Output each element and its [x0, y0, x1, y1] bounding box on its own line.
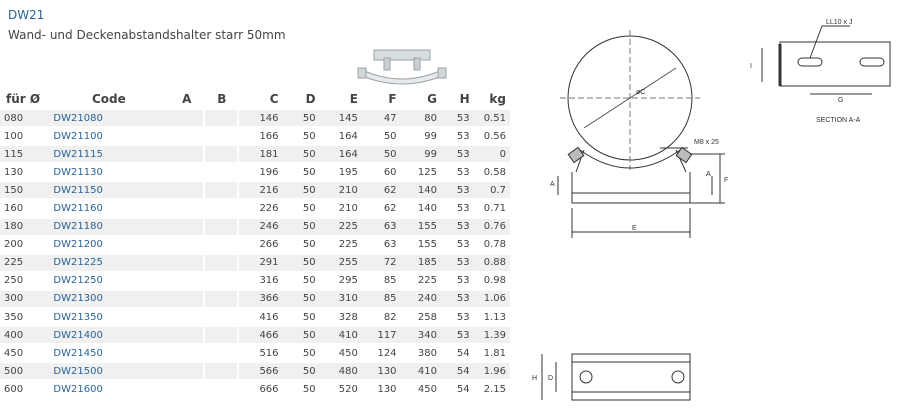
product-image [356, 48, 448, 88]
cell-code-link[interactable]: DW21450 [49, 345, 168, 361]
cell-value: 140 [401, 200, 441, 216]
cell-empty [168, 345, 205, 361]
bolt-left [568, 147, 584, 162]
cell-value: 1.81 [474, 345, 510, 361]
cell-size: 600 [0, 381, 49, 397]
cell-value: 47 [362, 110, 401, 126]
cell-value: 240 [401, 291, 441, 307]
cell-size: 400 [0, 327, 49, 343]
cell-value: 0.58 [474, 164, 510, 180]
cell-value: 50 [283, 200, 320, 216]
cell-value: 0.56 [474, 128, 510, 144]
label-dim-g: G [838, 97, 844, 104]
cell-value: 0.98 [474, 273, 510, 289]
cell-empty [205, 273, 238, 289]
cell-value: 54 [441, 345, 474, 361]
cell-value: 50 [362, 146, 401, 162]
cell-value: 1.96 [474, 363, 510, 379]
cell-value: 328 [320, 309, 362, 325]
cell-value: 50 [283, 309, 320, 325]
cell-value: 50 [283, 128, 320, 144]
cell-value: 0.76 [474, 219, 510, 235]
product-code: DW21 [8, 8, 45, 22]
cell-value: 291 [239, 255, 283, 271]
cell-size: 115 [0, 146, 49, 162]
cell-value: 210 [320, 200, 362, 216]
cell-value: 450 [320, 345, 362, 361]
cell-value: 2.15 [474, 381, 510, 397]
cell-value: 50 [283, 164, 320, 180]
cell-empty [205, 219, 238, 235]
table-row [0, 164, 510, 180]
cell-value: 225 [320, 219, 362, 235]
specs-table [0, 88, 510, 400]
cell-value: 164 [320, 146, 362, 162]
cell-code-link[interactable]: DW21600 [49, 381, 168, 397]
cell-value: 410 [320, 327, 362, 343]
cell-value: 216 [239, 182, 283, 198]
cell-value: 130 [362, 381, 401, 397]
cell-value: 666 [239, 381, 283, 397]
cell-value: 50 [283, 146, 320, 162]
cell-value: 53 [441, 237, 474, 253]
table-row [0, 381, 510, 397]
col-header: F [388, 92, 397, 106]
cell-value: 410 [401, 363, 441, 379]
cell-value: 466 [239, 327, 283, 343]
label-diameter: øC [636, 89, 646, 96]
cell-value: 50 [283, 273, 320, 289]
cell-empty [205, 327, 238, 343]
cell-code-link[interactable]: DW21180 [49, 219, 168, 235]
cell-empty [205, 146, 238, 162]
cell-empty [168, 219, 205, 235]
cell-empty [168, 363, 205, 379]
cell-value: 226 [239, 200, 283, 216]
cell-value: 60 [362, 164, 401, 180]
cell-code-link[interactable]: DW21350 [49, 309, 168, 325]
cell-empty [205, 345, 238, 361]
cell-value: 0.71 [474, 200, 510, 216]
cell-code-link[interactable]: DW21160 [49, 200, 168, 216]
cell-value: 155 [401, 237, 441, 253]
label-dim-d: D [548, 375, 554, 382]
cell-size: 200 [0, 237, 49, 253]
cell-value: 196 [239, 164, 283, 180]
bottom-bolt-left [580, 371, 592, 383]
col-header: B [217, 92, 227, 106]
cell-value: 258 [401, 309, 441, 325]
bottom-bolt-right [672, 371, 684, 383]
cell-value: 266 [239, 237, 283, 253]
cell-value: 310 [320, 291, 362, 307]
cell-value: 295 [320, 273, 362, 289]
cell-value: 145 [320, 110, 362, 126]
cell-value: 85 [362, 273, 401, 289]
cell-value: 50 [283, 255, 320, 271]
cell-size: 500 [0, 363, 49, 379]
cell-empty [205, 381, 238, 397]
cell-size: 300 [0, 291, 49, 307]
cell-value: 0 [474, 146, 510, 162]
cell-value: 99 [401, 146, 441, 162]
cell-value: 225 [401, 273, 441, 289]
cell-size: 100 [0, 128, 49, 144]
cell-value: 50 [362, 128, 401, 144]
table-row [0, 291, 510, 307]
cell-value: 255 [320, 255, 362, 271]
cell-empty [205, 363, 238, 379]
cell-value: 124 [362, 345, 401, 361]
cell-value: 366 [239, 291, 283, 307]
cell-value: 53 [441, 146, 474, 162]
cell-size: 250 [0, 273, 49, 289]
table-row [0, 327, 510, 343]
cell-value: 155 [401, 219, 441, 235]
cell-empty [205, 309, 238, 325]
specs-header-row [0, 90, 510, 108]
cell-value: 181 [239, 146, 283, 162]
cell-value: 72 [362, 255, 401, 271]
cell-code-link[interactable]: DW21130 [49, 164, 168, 180]
cell-value: 54 [441, 363, 474, 379]
cell-value: 1.13 [474, 309, 510, 325]
cell-value: 50 [283, 219, 320, 235]
cell-code-link[interactable]: DW21150 [49, 182, 168, 198]
cell-value: 146 [239, 110, 283, 126]
cell-empty [168, 381, 205, 397]
cell-size: 450 [0, 345, 49, 361]
table-row [0, 273, 510, 289]
cell-value: 166 [239, 128, 283, 144]
cell-code-link[interactable]: DW21100 [49, 128, 168, 144]
cell-empty [168, 237, 205, 253]
cell-size: 150 [0, 182, 49, 198]
cell-value: 140 [401, 182, 441, 198]
cell-value: 53 [441, 200, 474, 216]
cell-value: 0.78 [474, 237, 510, 253]
cell-empty [168, 327, 205, 343]
label-dim-f: F [724, 177, 729, 184]
cell-value: 50 [283, 110, 320, 126]
cell-size: 350 [0, 309, 49, 325]
cell-value: 53 [441, 291, 474, 307]
cell-value: 450 [401, 381, 441, 397]
cell-value: 85 [362, 291, 401, 307]
cell-value: 125 [401, 164, 441, 180]
table-row [0, 255, 510, 271]
cell-value: 80 [401, 110, 441, 126]
cell-empty [168, 164, 205, 180]
cell-value: 62 [362, 200, 401, 216]
cell-empty [168, 291, 205, 307]
table-row [0, 237, 510, 253]
cell-value: 99 [401, 128, 441, 144]
label-section: SECTION A-A [816, 117, 861, 124]
table-row [0, 182, 510, 198]
cell-value: 1.39 [474, 327, 510, 343]
bolt-right [676, 147, 692, 162]
cell-code-link[interactable]: DW21080 [49, 110, 168, 126]
cell-value: 63 [362, 219, 401, 235]
cell-empty [168, 309, 205, 325]
cell-value: 53 [441, 255, 474, 271]
slot-left [798, 58, 822, 66]
cell-value: 63 [362, 237, 401, 253]
label-dim-e: E [632, 225, 637, 232]
cell-size: 180 [0, 219, 49, 235]
cell-value: 53 [441, 219, 474, 235]
cell-empty [205, 255, 238, 271]
cell-code-link[interactable]: DW21250 [49, 273, 168, 289]
cell-value: 50 [283, 327, 320, 343]
cell-value: 53 [441, 110, 474, 126]
cell-value: 340 [401, 327, 441, 343]
section-plate [780, 42, 890, 86]
cell-value: 53 [441, 309, 474, 325]
cell-value: 0.88 [474, 255, 510, 271]
cell-empty [168, 182, 205, 198]
cell-value: 130 [362, 363, 401, 379]
cell-empty [168, 200, 205, 216]
cell-value: 520 [320, 381, 362, 397]
cell-empty [168, 255, 205, 271]
cell-value: 50 [283, 237, 320, 253]
cell-empty [168, 273, 205, 289]
cell-empty [205, 110, 238, 126]
cell-value: 246 [239, 219, 283, 235]
label-dim-a-left: A [550, 181, 555, 188]
cell-value: 50 [283, 381, 320, 397]
cell-size: 225 [0, 255, 49, 271]
table-row [0, 219, 510, 235]
col-header: H [459, 92, 470, 106]
cell-value: 53 [441, 182, 474, 198]
cell-empty [168, 146, 205, 162]
cell-code-link[interactable]: DW21400 [49, 327, 168, 343]
col-header: A [182, 92, 192, 106]
cell-empty [205, 128, 238, 144]
cell-empty [205, 200, 238, 216]
cell-size: 080 [0, 110, 49, 126]
col-header: kg [489, 92, 506, 106]
cell-value: 50 [283, 291, 320, 307]
label-bolt: M8 x 25 [694, 139, 719, 146]
label-dim-i: I [750, 63, 752, 70]
cell-value: 50 [283, 363, 320, 379]
cell-value: 53 [441, 128, 474, 144]
cell-size: 160 [0, 200, 49, 216]
cell-value: 53 [441, 164, 474, 180]
col-header: für Ø [6, 92, 41, 106]
slot-right [860, 58, 884, 66]
cell-size: 130 [0, 164, 49, 180]
cell-code-link[interactable]: DW21115 [49, 146, 168, 162]
cell-empty [168, 128, 205, 144]
table-row [0, 309, 510, 325]
cell-value: 0.7 [474, 182, 510, 198]
bracket-plate [572, 193, 690, 203]
cell-value: 316 [239, 273, 283, 289]
table-row [0, 146, 510, 162]
cell-empty [205, 291, 238, 307]
cell-empty [205, 164, 238, 180]
cell-code-link[interactable]: DW21200 [49, 237, 168, 253]
cell-empty [205, 237, 238, 253]
cell-value: 53 [441, 327, 474, 343]
cell-value: 210 [320, 182, 362, 198]
col-header: E [349, 92, 358, 106]
cell-value: 0.51 [474, 110, 510, 126]
cell-value: 117 [362, 327, 401, 343]
cell-code-link[interactable]: DW21225 [49, 255, 168, 271]
cell-empty [168, 110, 205, 126]
col-header: C [269, 92, 279, 106]
table-row [0, 200, 510, 216]
label-slot: LL10 x J [826, 19, 853, 26]
cell-value: 62 [362, 182, 401, 198]
cell-value: 480 [320, 363, 362, 379]
technical-drawing [532, 10, 910, 408]
cell-value: 225 [320, 237, 362, 253]
cell-value: 82 [362, 309, 401, 325]
label-dim-h: H [532, 375, 538, 382]
cell-value: 566 [239, 363, 283, 379]
label-dim-a-right: A [706, 171, 711, 178]
table-row [0, 345, 510, 361]
cell-value: 50 [283, 345, 320, 361]
col-header: G [427, 92, 437, 106]
table-row [0, 128, 510, 144]
cell-empty [205, 182, 238, 198]
cell-value: 416 [239, 309, 283, 325]
cell-value: 185 [401, 255, 441, 271]
cell-value: 54 [441, 381, 474, 397]
cell-value: 516 [239, 345, 283, 361]
col-header: D [305, 92, 316, 106]
cell-value: 1.06 [474, 291, 510, 307]
cell-value: 164 [320, 128, 362, 144]
table-row [0, 110, 510, 126]
cell-value: 380 [401, 345, 441, 361]
cell-value: 195 [320, 164, 362, 180]
product-title: Wand- und Deckenabstandshalter starr 50mm [8, 28, 286, 42]
cell-code-link[interactable]: DW21500 [49, 363, 168, 379]
cell-code-link[interactable]: DW21300 [49, 291, 168, 307]
table-row [0, 363, 510, 379]
cell-value: 53 [441, 273, 474, 289]
col-header: Code [91, 92, 126, 106]
cell-value: 50 [283, 182, 320, 198]
